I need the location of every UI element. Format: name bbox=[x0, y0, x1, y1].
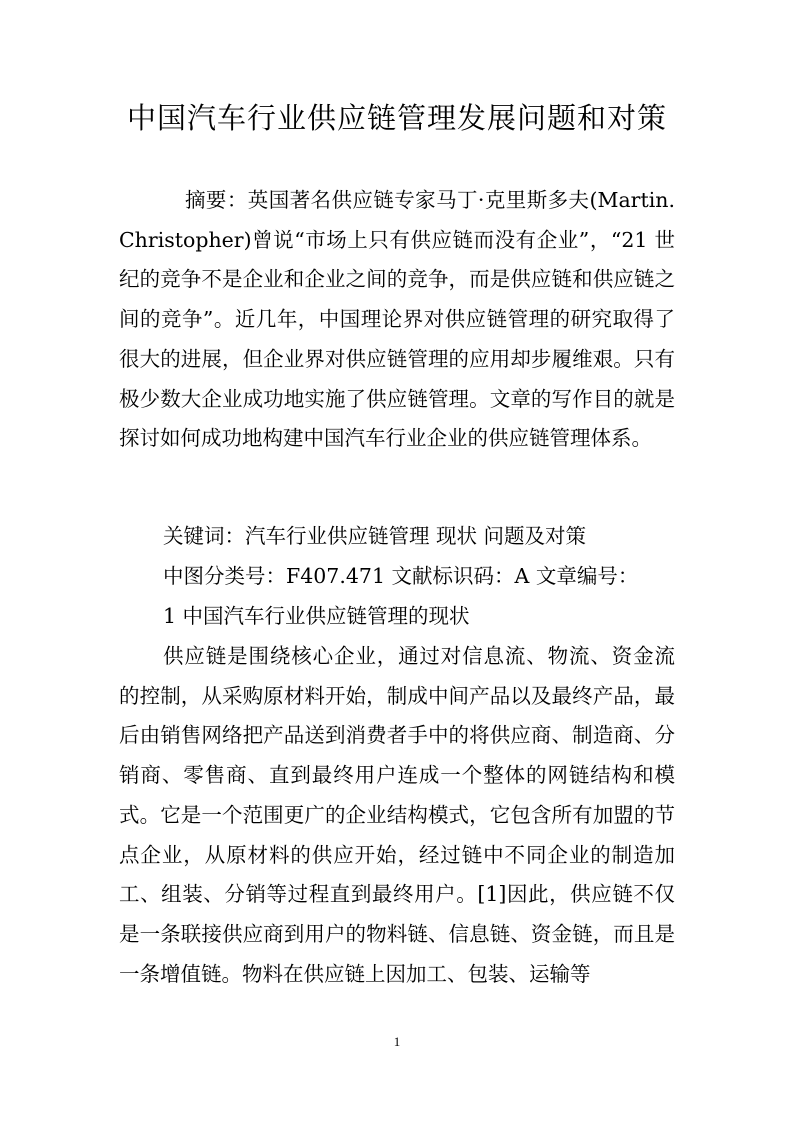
page-number: 1 bbox=[393, 1034, 401, 1049]
body-paragraph: 供应链是围绕核心企业，通过对信息流、物流、资金流的控制，从采购原材料开始，制成中间产品以及最终产品，最后由销售网络把产品送到消费者手中的将供应商、制造商、分销商、零售商、直到最终用户连成一个整体的网链结构和模式。它是一个范围更广的企业结构模式，它包含所有加盟的节点企业，从原材料的供应开始，经过链中不同企业的制造加工、组装、分销等过程直到最终用户。[1]因此，供应链不仅是一条联接供应商到用户的物料链、信息链、资金链，而且是一条增值链。物料在供应链上因加工、包装、运输等 bbox=[119, 644, 675, 986]
document-title: 中国汽车行业供应链管理发展问题和对策 bbox=[126, 101, 667, 135]
abstract-text: 摘要：英国著名供应链专家马丁·克里斯多夫(Martin. Christopher)曾说“市场上只有供应链而没有企业”，“21 世纪的竞争不是企业和企业之间的竞争，而是供应链和供应链之间的竞争”。近几年，中国理论界对供应链管理的研究取得了很大的进展，但企业界对供应链管理的应用却步履维艰。只有极少数大企业成功地实施了供应链管理。文章的写作目的就是探讨如何成功地构建中国汽车行业企业的供应链管理体系。 bbox=[119, 188, 675, 451]
section-heading: 1 中国汽车行业供应链管理的现状 bbox=[163, 604, 470, 628]
keywords-line: 关键词：汽车行业供应链管理 现状 问题及对策 bbox=[163, 524, 587, 548]
abstract-paragraph bbox=[119, 181, 675, 459]
classification-line: 中图分类号：F407.471 文献标识码：A 文章编号： bbox=[163, 564, 639, 588]
